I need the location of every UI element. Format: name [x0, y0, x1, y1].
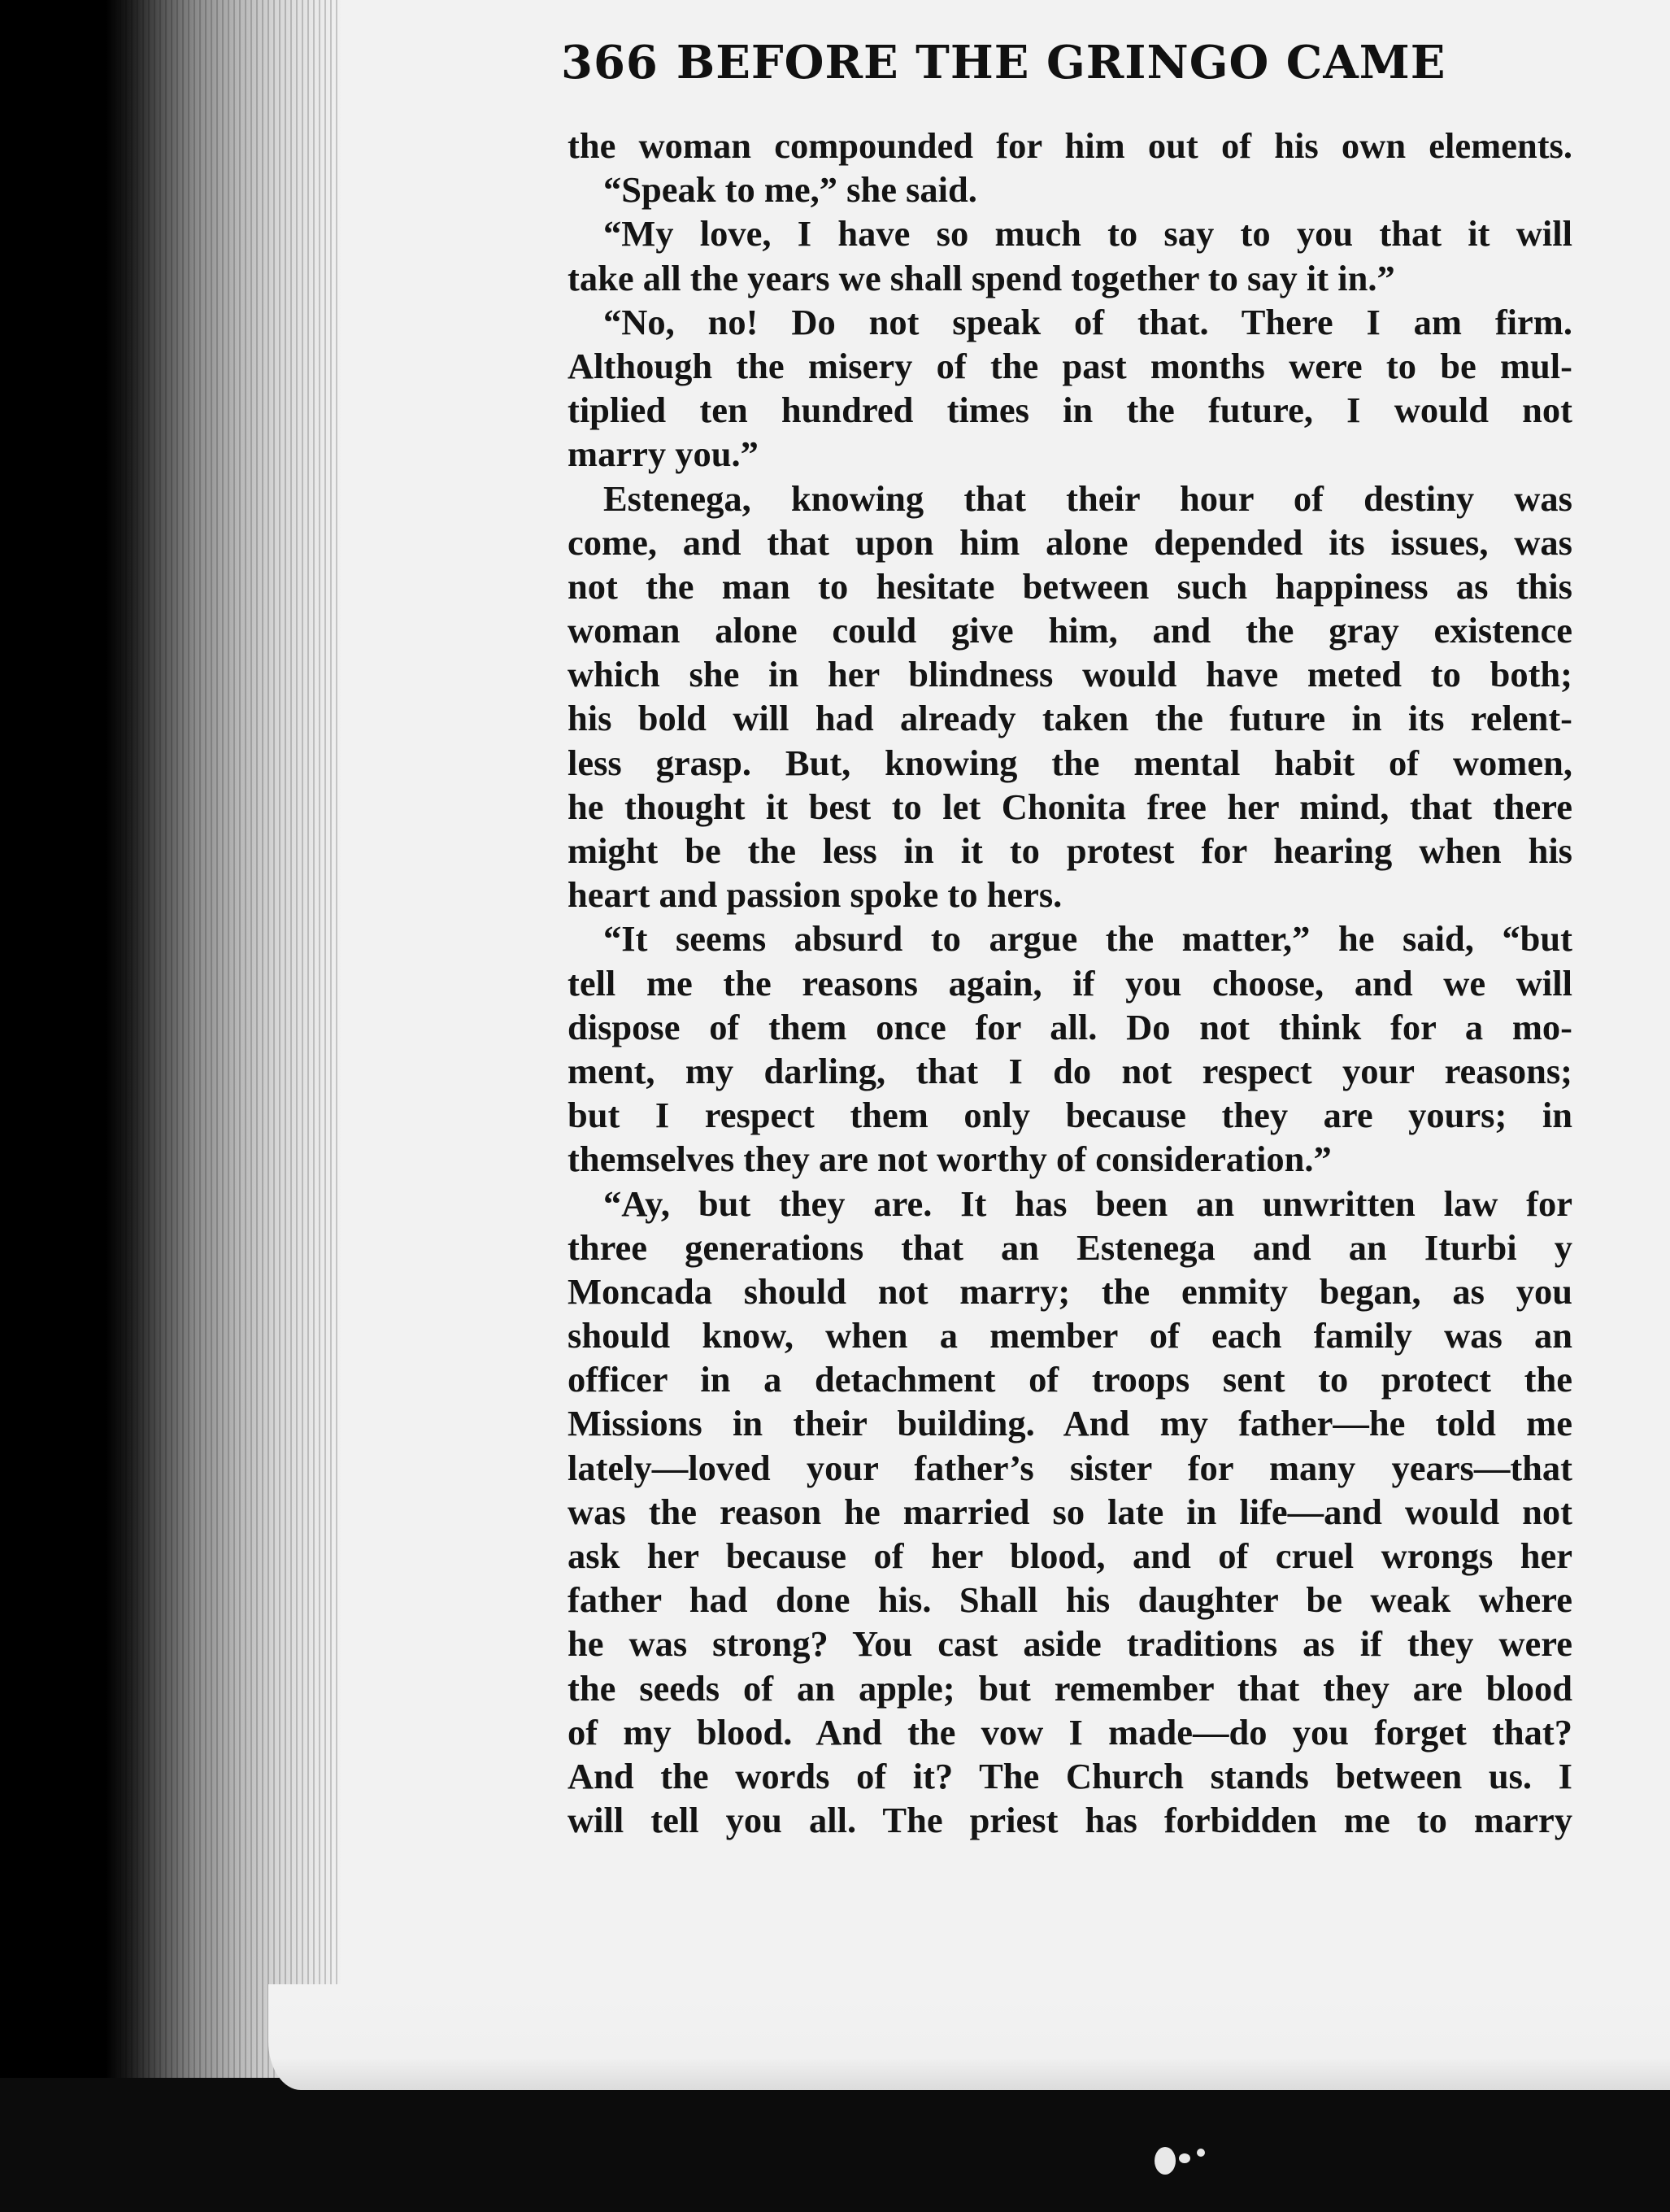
- text-line: ment, my darling, that I do not respect your reasons;: [568, 1050, 1572, 1091]
- book-title: BEFORE THE GRINGO CAME: [676, 36, 1446, 89]
- text-line: the woman compounded for him out of his own elements.: [568, 125, 1572, 166]
- text-line: he thought it best to let Chonita free her mind, that there: [568, 786, 1572, 827]
- running-head: [561, 36, 1446, 89]
- text-line: of my blood. And the vow I made—do you forget that?: [568, 1711, 1572, 1753]
- body-text: [568, 124, 1572, 1842]
- text-line: not the man to hesitate between such happiness as this: [568, 565, 1572, 607]
- text-line: “It seems absurd to argue the matter,” he said, “but: [603, 918, 1572, 960]
- text-line: Moncada should not marry; the enmity began, as you: [568, 1270, 1572, 1312]
- text-line: father had done his. Shall his daughter be weak where: [568, 1579, 1572, 1621]
- text-line: will tell you all. The priest has forbidden me to marry: [568, 1800, 1572, 1841]
- text-line: he was strong? You cast aside traditions as if they were: [568, 1623, 1572, 1665]
- page-number: 366: [561, 36, 659, 89]
- text-line: ask her because of her blood, and of cruel wrongs her: [568, 1535, 1572, 1576]
- text-line: tiplied ten hundred times in the future, I would not: [568, 390, 1572, 431]
- text-line: his bold will had already taken the future in its relent-: [568, 698, 1572, 739]
- text-line: marry you.”: [568, 433, 759, 475]
- text-line: should know, when a member of each family was an: [568, 1315, 1572, 1356]
- text-line: “No, no! Do not speak of that. There I am firm.: [603, 301, 1572, 342]
- text-line: “Speak to me,” she said.: [603, 169, 977, 211]
- text-line: Missions in their building. And my father—he told me: [568, 1403, 1572, 1444]
- text-line: take all the years we shall spend together to say it in.”: [568, 257, 1395, 298]
- text-line: “My love, I have so much to say to you that it will: [603, 213, 1572, 255]
- text-line: “Ay, but they are. It has been an unwritten law for: [603, 1182, 1572, 1224]
- text-line: which she in her blindness would have meted to both;: [568, 654, 1572, 695]
- text-line: the seeds of an apple; but remember that they are blood: [568, 1667, 1572, 1709]
- text-line: three generations that an Estenega and an Iturbi y: [568, 1226, 1572, 1268]
- text-line: come, and that upon him alone depended its issues, was: [568, 521, 1572, 563]
- text-line: heart and passion spoke to hers.: [568, 874, 1063, 916]
- book-spine-shadow: [0, 0, 341, 2212]
- text-line: And the words of it? The Church stands between us. I: [568, 1755, 1572, 1796]
- text-line: themselves they are not worthy of consideration.”: [568, 1139, 1332, 1180]
- scan-bottom-border: [0, 2078, 1670, 2212]
- text-line: Estenega, knowing that their hour of destiny was: [603, 477, 1572, 519]
- text-line: Although the misery of the past months were to be mul-: [568, 345, 1572, 386]
- text-line: woman alone could give him, and the gray existence: [568, 610, 1572, 651]
- text-line: was the reason he married so late in life—and would not: [568, 1491, 1572, 1532]
- text-line: but I respect them only because they are yours; in: [568, 1095, 1572, 1136]
- text-line: might be the less in it to protest for hearing when his: [568, 830, 1572, 871]
- text-line: less grasp. But, knowing the mental habit of women,: [568, 742, 1572, 783]
- text-line: dispose of them once for all. Do not think for a mo-: [568, 1006, 1572, 1047]
- page-bottom-edge: [268, 1984, 1670, 2090]
- text-line: lately—loved your father’s sister for many years—that: [568, 1447, 1572, 1488]
- text-line: officer in a detachment of troops sent to protect the: [568, 1359, 1572, 1400]
- text-line: tell me the reasons again, if you choose, and we will: [568, 962, 1572, 1004]
